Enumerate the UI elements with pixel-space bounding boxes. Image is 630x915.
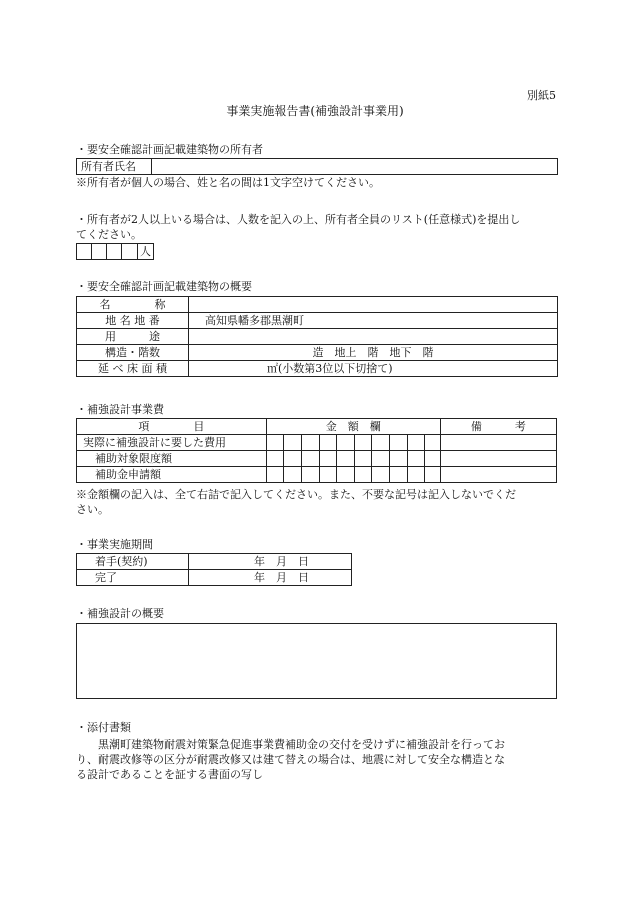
cost-row-remarks[interactable] <box>440 451 556 467</box>
overview-row <box>77 297 558 313</box>
amount-digit[interactable] <box>284 467 302 483</box>
overview-row <box>77 329 558 345</box>
amount-digit[interactable] <box>389 451 407 467</box>
overview-row <box>77 345 558 361</box>
period-value[interactable]: 年 月 日 <box>189 570 352 586</box>
amount-digit[interactable] <box>354 451 372 467</box>
amount-digit[interactable] <box>319 467 337 483</box>
period-table <box>76 553 352 586</box>
overview-row <box>77 313 558 329</box>
amount-digit[interactable] <box>372 451 390 467</box>
owner-name-label: 所有者氏名 <box>77 159 152 175</box>
overview-value[interactable] <box>189 329 558 345</box>
amount-digit[interactable] <box>337 435 355 451</box>
amount-digit[interactable] <box>407 435 425 451</box>
cost-row-remarks[interactable] <box>440 467 556 483</box>
cost-note-line1: ※金額欄の記入は、全て右詰で記入してください。また、不要な記号は記入しないでくだ <box>76 488 516 501</box>
period-row <box>77 554 352 570</box>
cost-row <box>77 435 557 451</box>
amount-digit[interactable] <box>337 451 355 467</box>
amount-digit[interactable] <box>301 451 319 467</box>
overview-value[interactable]: 造 地上 階 地下 階 <box>189 345 558 361</box>
cost-row-label: 実際に補強設計に要した費用 <box>77 435 267 451</box>
owner-heading: ・要安全確認計画記載建築物の所有者 <box>76 143 263 156</box>
amount-digit[interactable] <box>372 467 390 483</box>
amount-digit[interactable] <box>425 467 441 483</box>
amount-digit[interactable] <box>301 435 319 451</box>
amount-digit[interactable] <box>407 451 425 467</box>
owner-name-field[interactable] <box>152 159 558 175</box>
amount-digit[interactable] <box>407 467 425 483</box>
overview-table <box>76 296 558 377</box>
amount-digit[interactable] <box>301 467 319 483</box>
cost-heading: ・補強設計事業費 <box>76 403 164 416</box>
cost-row-label: 補助金申請額 <box>77 467 267 483</box>
overview-heading: ・要安全確認計画記載建築物の概要 <box>76 280 252 293</box>
attachments-heading: ・添付書類 <box>76 721 131 734</box>
amount-digit[interactable] <box>372 435 390 451</box>
overview-row <box>77 361 558 377</box>
cost-table <box>76 418 557 483</box>
owner-count-digit-3[interactable] <box>107 244 122 260</box>
period-label: 着手(契約) <box>77 554 189 570</box>
amount-digit[interactable] <box>337 467 355 483</box>
amount-digit[interactable] <box>354 467 372 483</box>
amount-digit[interactable] <box>354 435 372 451</box>
owner-count-digit-1[interactable] <box>77 244 92 260</box>
document-title: 事業実施報告書(補強設計事業用) <box>226 104 404 118</box>
cost-col-remarks: 備 考 <box>440 419 556 435</box>
design-summary-box[interactable] <box>76 623 557 699</box>
period-heading: ・事業実施期間 <box>76 538 153 551</box>
annex-label: 別紙5 <box>527 89 556 102</box>
multiple-owners-text-line1: ・所有者が2人以上いる場合は、人数を記入の上、所有者全員のリスト(任意様式)を提出し <box>76 213 521 226</box>
cost-col-item: 項 目 <box>77 419 267 435</box>
amount-digit[interactable] <box>389 467 407 483</box>
overview-label: 地 名 地 番 <box>77 313 189 329</box>
attachments-line1: 黒潮町建築物耐震対策緊急促進事業費補助金の交付を受けずに補強設計を行ってお <box>76 738 505 751</box>
overview-value[interactable]: ㎡(小数第3位以下切捨て) <box>189 361 558 377</box>
amount-digit[interactable] <box>284 451 302 467</box>
overview-label: 構造・階数 <box>77 345 189 361</box>
owner-count-digit-2[interactable] <box>92 244 107 260</box>
overview-label: 延 べ 床 面 積 <box>77 361 189 377</box>
attachments-line2: り、耐震改修等の区分が耐震改修又は建て替えの場合は、地震に対して安全な構造とな <box>76 753 505 766</box>
amount-digit[interactable] <box>319 451 337 467</box>
overview-value[interactable] <box>189 297 558 313</box>
amount-digit[interactable] <box>389 435 407 451</box>
amount-digit[interactable] <box>284 435 302 451</box>
amount-digit[interactable] <box>425 451 441 467</box>
amount-digit[interactable] <box>266 467 284 483</box>
overview-value[interactable]: 高知県幡多郡黒潮町 <box>189 313 558 329</box>
cost-row-remarks[interactable] <box>440 435 556 451</box>
cost-col-amount: 金 額 欄 <box>266 419 440 435</box>
owner-name-table <box>76 158 558 175</box>
cost-row <box>77 451 557 467</box>
period-row <box>77 570 352 586</box>
cost-row <box>77 467 557 483</box>
design-summary-heading: ・補強設計の概要 <box>76 607 164 620</box>
amount-digit[interactable] <box>425 435 441 451</box>
overview-label: 名 称 <box>77 297 189 313</box>
cost-header-row <box>77 419 557 435</box>
owner-count-table <box>76 243 154 260</box>
cost-row-label: 補助対象限度額 <box>77 451 267 467</box>
owner-count-unit: 人 <box>138 244 154 260</box>
owner-note: ※所有者が個人の場合、姓と名の間は1文字空けてください。 <box>76 176 380 189</box>
owner-name-row <box>77 159 558 175</box>
multiple-owners-text-line2: てください。 <box>76 228 142 241</box>
amount-digit[interactable] <box>266 435 284 451</box>
amount-digit[interactable] <box>266 451 284 467</box>
period-label: 完了 <box>77 570 189 586</box>
owner-count-digit-4[interactable] <box>122 244 138 260</box>
attachments-line3: る設計であることを証する書面の写し <box>76 768 263 781</box>
amount-digit[interactable] <box>319 435 337 451</box>
period-value[interactable]: 年 月 日 <box>189 554 352 570</box>
cost-note-line2: さい。 <box>76 503 109 516</box>
overview-label: 用 途 <box>77 329 189 345</box>
